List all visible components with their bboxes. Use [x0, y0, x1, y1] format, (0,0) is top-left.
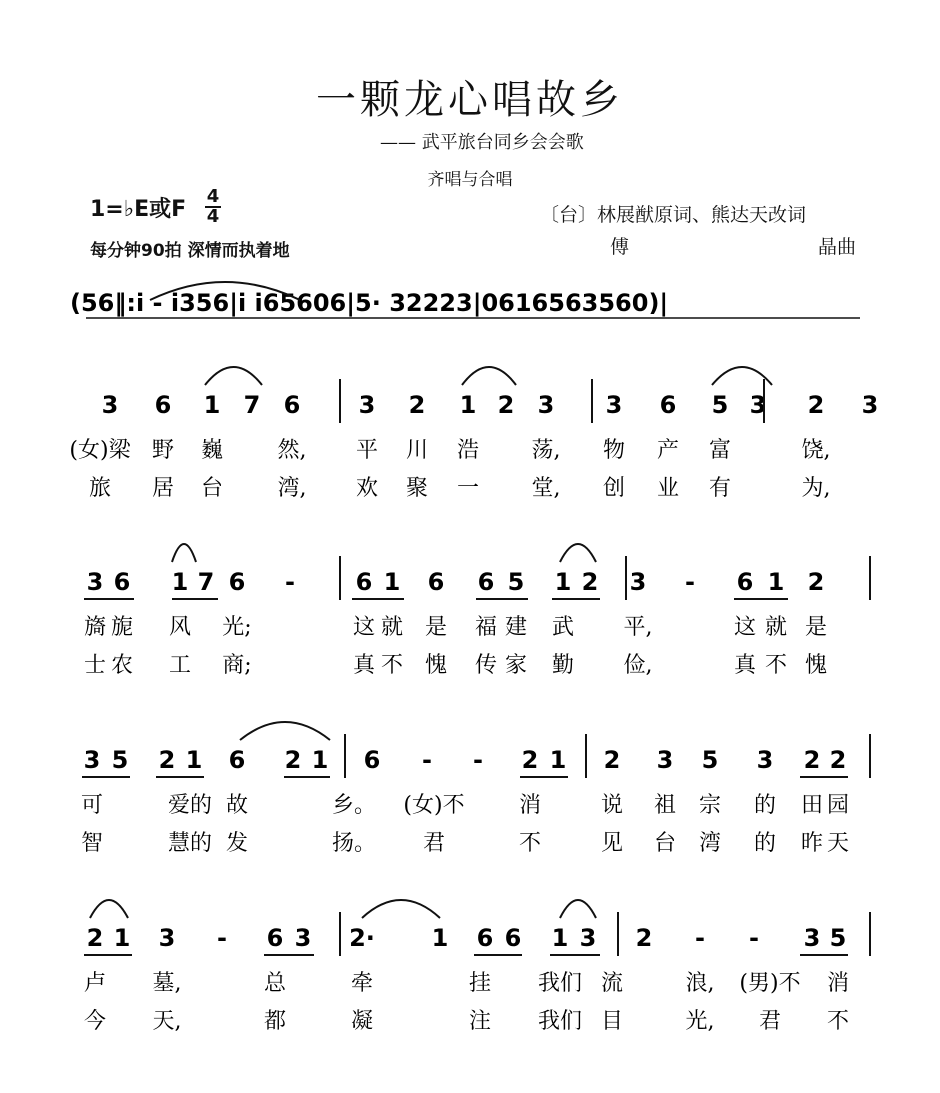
- lyric-verse-2: 工: [168, 653, 192, 678]
- note: 1: [431, 924, 449, 952]
- lyric-verse-1: 旖: [83, 615, 107, 640]
- lyric-verse-1: 野: [151, 438, 175, 463]
- lyric-verse-1: 福: [474, 615, 498, 640]
- lyric-verse-2: 聚: [405, 476, 429, 501]
- lyric-verse-1: 这: [733, 615, 757, 640]
- lyric-verse-2: 创: [602, 476, 626, 501]
- intro-line: (56‖:i̇ - i̇356|i̇ i̇65606|5· 32223|0616563560)|: [70, 289, 669, 317]
- lyric-verse-2: 有: [708, 476, 732, 501]
- lyric-verse-2: 湾,: [277, 476, 307, 501]
- composer-name: 傅: [610, 236, 630, 258]
- note: 5: [701, 746, 719, 774]
- note: -: [695, 924, 705, 952]
- note: 3: [294, 924, 312, 952]
- lyric-verse-2: 君: [758, 1009, 782, 1034]
- lyric-verse-2: 不: [764, 653, 788, 678]
- lyric-verse-2: 不: [380, 653, 404, 678]
- lyric-verse-2: 都: [263, 1009, 287, 1034]
- slur: [362, 900, 440, 918]
- note: 3: [749, 391, 767, 419]
- note: 1: [113, 924, 131, 952]
- lyric-verse-1: (男)不: [739, 971, 801, 996]
- note: 6: [363, 746, 381, 774]
- lyric-verse-2: 扬。: [331, 831, 377, 856]
- lyric-verse-1: 说: [600, 793, 624, 818]
- lyric-verse-1: 浩: [456, 438, 480, 463]
- note: -: [422, 746, 432, 774]
- note: -: [749, 924, 759, 952]
- note: 2: [829, 746, 847, 774]
- note: 5: [711, 391, 729, 419]
- lyric-verse-1: (女)不: [403, 793, 465, 818]
- lyric-verse-1: 故: [225, 793, 249, 818]
- lyric-verse-2: 君: [422, 831, 446, 856]
- lyric-verse-2: 光,: [685, 1009, 715, 1034]
- lyric-verse-1: 旎: [110, 615, 134, 640]
- slur: [172, 544, 196, 562]
- note: 6: [266, 924, 284, 952]
- note: 1: [383, 568, 401, 596]
- note: 2: [635, 924, 653, 952]
- lyric-verse-1: 巍: [200, 438, 224, 463]
- lyric-verse-1: 总: [263, 971, 287, 996]
- lyric-verse-1: 的: [753, 793, 777, 818]
- lyric-verse-2: 见: [600, 831, 624, 856]
- note: 2: [158, 746, 176, 774]
- lyric-verse-2: 目: [600, 1009, 624, 1034]
- note: -: [473, 746, 483, 774]
- lyric-verse-1: 风: [168, 615, 192, 640]
- lyric-verse-2: 堂,: [531, 476, 561, 501]
- lyric-verse-2: 不: [518, 831, 542, 856]
- lyric-verse-1: 挂: [468, 971, 492, 996]
- note: 2: [497, 391, 515, 419]
- lyric-verse-1: 爱的: [167, 793, 213, 818]
- key-signature: 1=♭E或F: [90, 197, 187, 222]
- lyric-verse-1: 这: [352, 615, 376, 640]
- lyric-verse-1: 富: [708, 438, 732, 463]
- time-denominator: 4: [206, 206, 220, 227]
- lyric-verse-2: 欢: [355, 476, 379, 501]
- lyric-verse-2: 为,: [801, 476, 831, 501]
- lyric-verse-1: 平,: [623, 615, 653, 640]
- performance-note: 齐唱与合唱: [427, 170, 513, 190]
- note: 2: [408, 391, 426, 419]
- lyric-verse-1: 消: [826, 971, 850, 996]
- note: 6: [476, 924, 494, 952]
- lyric-verse-2: 不: [826, 1009, 850, 1034]
- note: 3: [537, 391, 555, 419]
- note: -: [685, 568, 695, 596]
- lyric-verse-1: 流: [600, 971, 624, 996]
- lyric-verse-1: 乡。: [331, 793, 377, 818]
- note: 2: [86, 924, 104, 952]
- lyric-verse-1: 是: [424, 615, 448, 640]
- lyric-verse-2: 一: [456, 476, 480, 501]
- lyric-verse-1: 消: [518, 793, 542, 818]
- lyric-verse-2: 今: [83, 1009, 107, 1034]
- lyric-verse-1: 卢: [83, 971, 107, 996]
- lyric-verse-2: 台: [200, 476, 224, 501]
- lyric-verse-2: 愧: [804, 653, 828, 678]
- note: 2: [807, 391, 825, 419]
- lyric-verse-2: 我们: [537, 1009, 583, 1034]
- note: 1: [767, 568, 785, 596]
- note: 6: [736, 568, 754, 596]
- note: 6: [659, 391, 677, 419]
- lyric-verse-2: 农: [110, 653, 134, 678]
- lyric-verse-2: 业: [656, 476, 680, 501]
- lyric-verse-2: 士: [83, 653, 107, 678]
- lyric-verse-2: 慧的: [167, 831, 213, 856]
- lyric-verse-1: 就: [764, 615, 788, 640]
- note: 1: [549, 746, 567, 774]
- lyric-verse-2: 台: [653, 831, 677, 856]
- lyric-verse-2: 旅: [88, 476, 112, 501]
- lyric-verse-2: 智: [80, 831, 104, 856]
- note: 6: [154, 391, 172, 419]
- slur: [90, 900, 128, 918]
- note: 6: [228, 746, 246, 774]
- note: 3: [158, 924, 176, 952]
- lyricist-credit: 〔台〕林展猷原词、熊达天改词: [540, 204, 807, 226]
- note: 2: [803, 746, 821, 774]
- time-numerator: 4: [206, 186, 220, 207]
- lyric-verse-1: 是: [804, 615, 828, 640]
- note: 1: [171, 568, 189, 596]
- lyric-verse-2: 注: [468, 1009, 492, 1034]
- lyric-verse-2: 昨: [800, 831, 824, 856]
- lyric-verse-2: 真: [733, 653, 757, 678]
- note: 3: [101, 391, 119, 419]
- note: 2: [521, 746, 539, 774]
- note: 1: [459, 391, 477, 419]
- note: 6: [355, 568, 373, 596]
- note: 1: [185, 746, 203, 774]
- note: 3: [803, 924, 821, 952]
- subtitle: —— 武平旅台同乡会会歌: [380, 132, 584, 153]
- note: 3: [861, 391, 879, 419]
- composer-suffix: 晶曲: [818, 236, 857, 258]
- lyric-verse-1: 光;: [222, 615, 252, 640]
- lyric-verse-1: 牵: [350, 971, 374, 996]
- note: 6: [113, 568, 131, 596]
- lyric-verse-2: 家: [504, 653, 528, 678]
- lyric-verse-1: 武: [551, 615, 575, 640]
- note: 3: [605, 391, 623, 419]
- note: 7: [197, 568, 215, 596]
- lyric-verse-2: 居: [151, 476, 175, 501]
- lyric-verse-2: 俭,: [623, 653, 653, 678]
- lyric-verse-1: 宗: [698, 793, 722, 818]
- slur: [462, 367, 516, 385]
- lyric-verse-2: 商;: [222, 653, 252, 678]
- lyric-verse-2: 愧: [424, 653, 448, 678]
- note: 1: [203, 391, 221, 419]
- note: 3: [656, 746, 674, 774]
- note: 2: [807, 568, 825, 596]
- lyric-verse-1: 川: [405, 438, 429, 463]
- lyric-verse-1: 墓,: [152, 971, 182, 996]
- note: 6: [228, 568, 246, 596]
- lyric-verse-1: 园: [826, 793, 850, 818]
- lyric-verse-1: 物: [602, 438, 626, 463]
- lyric-verse-1: 祖: [653, 793, 677, 818]
- note: -: [217, 924, 227, 952]
- lyric-verse-1: 田: [800, 793, 824, 818]
- lyric-verse-2: 天: [826, 831, 850, 856]
- note: 6: [283, 391, 301, 419]
- lyric-verse-2: 的: [753, 831, 777, 856]
- note: 1: [311, 746, 329, 774]
- note: 7: [243, 391, 261, 419]
- lyric-verse-1: 然,: [277, 438, 307, 463]
- note: 2: [284, 746, 302, 774]
- lyric-verse-2: 湾: [698, 831, 722, 856]
- lyric-verse-1: 饶,: [801, 438, 831, 463]
- lyric-verse-2: 发: [225, 831, 249, 856]
- lyric-verse-1: 平: [355, 438, 379, 463]
- note: 3: [358, 391, 376, 419]
- slur: [240, 722, 330, 740]
- note: 3: [86, 568, 104, 596]
- lyric-verse-1: 浪,: [685, 971, 715, 996]
- slur: [205, 367, 262, 385]
- note: 5: [507, 568, 525, 596]
- lyric-verse-1: 荡,: [531, 438, 561, 463]
- lyric-verse-2: 真: [352, 653, 376, 678]
- note: 1: [554, 568, 572, 596]
- note: 2: [603, 746, 621, 774]
- note: 6: [427, 568, 445, 596]
- lyric-verse-1: 就: [380, 615, 404, 640]
- note: 2·: [349, 924, 375, 952]
- lyric-verse-2: 凝: [350, 1009, 374, 1034]
- lyric-verse-2: 勤: [551, 653, 575, 678]
- note: 3: [579, 924, 597, 952]
- lyric-verse-2: 传: [474, 653, 498, 678]
- lyric-verse-2: 天,: [152, 1009, 182, 1034]
- slur: [560, 544, 596, 562]
- note: 3: [756, 746, 774, 774]
- tempo-marking: 每分钟90拍 深情而执着地: [90, 241, 290, 261]
- note: 3: [629, 568, 647, 596]
- lyric-verse-1: 我们: [537, 971, 583, 996]
- slur: [560, 900, 596, 918]
- page-title: 一颗龙心唱故乡: [316, 77, 624, 123]
- note: -: [285, 568, 295, 596]
- note: 5: [111, 746, 129, 774]
- note: 5: [829, 924, 847, 952]
- note: 1: [551, 924, 569, 952]
- lyric-verse-1: 产: [656, 438, 680, 463]
- note: 2: [581, 568, 599, 596]
- lyric-verse-1: 建: [504, 615, 528, 640]
- note: 6: [477, 568, 495, 596]
- note: 3: [83, 746, 101, 774]
- lyric-verse-1: (女)梁: [69, 438, 131, 463]
- lyric-verse-1: 可: [80, 793, 104, 818]
- note: 6: [504, 924, 522, 952]
